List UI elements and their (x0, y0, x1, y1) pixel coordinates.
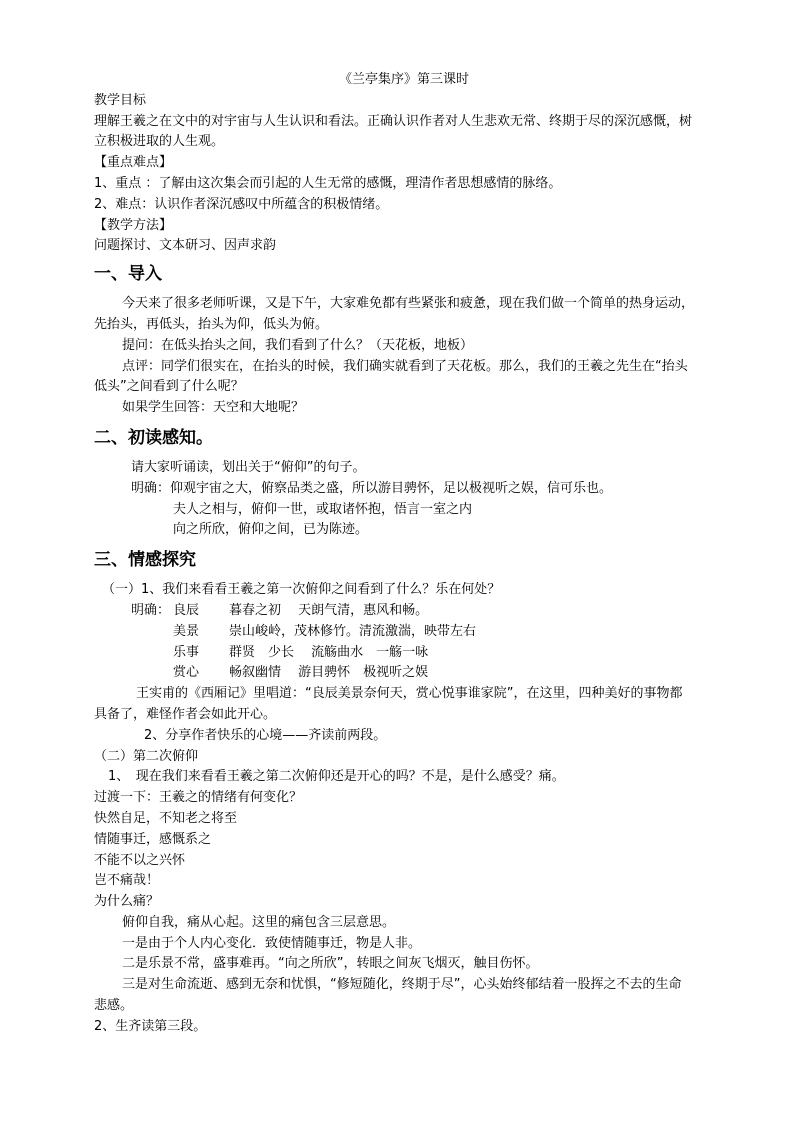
answer-value: 崇山峻岭，茂林修竹。清流激湍，映带左右 (229, 623, 477, 639)
key-heading: 【重点难点】 (94, 155, 173, 171)
why-question: 为什么痛？ (94, 894, 160, 910)
answer-row-4 (94, 663, 694, 684)
answer-lead: 明确： (131, 602, 171, 618)
subsection-2-heading: （二）第二次俯仰 (94, 748, 199, 764)
answer-row-3 (94, 643, 694, 664)
key-point-2: 2、难点：认识作者深沉感叹中所蕴含的积极情绪。 (94, 196, 389, 212)
section-2-heading: 二、初读感知。 (94, 427, 213, 448)
section-1-comment: 点评：同学们很实在，在抬头的时候，我们确实就看到了天花板。那么，我们的王羲之先生在“抬头低头”之间看到了什么呢？ (94, 358, 688, 395)
section-2-instruction: 请大家听诵读，划出关于“俯仰”的句子。 (131, 459, 366, 475)
answer-key: 乐事 (173, 644, 200, 660)
emotion-line-1: 快然自足，不知老之将至 (94, 810, 238, 826)
section-2-answer-1: 明确：仰观宇宙之大，俯察品类之盛，所以游目骋怀，足以极视听之娱，信可乐也。 (131, 480, 613, 496)
xixiangji-paragraph: 王实甫的《西厢记》里唱道：“良辰美景奈何天，赏心悦事谁家院”，在这里，四种美好的事物都具备了，难怪作者会如此开心。 (94, 686, 683, 722)
section-1-answer: 如果学生回答：天空和大地呢？ (122, 400, 305, 416)
document-title: 《兰亭集序》第三课时 (338, 72, 469, 87)
document-page (94, 70, 694, 1038)
why-answer-2: 二是乐景不常，盛事难再。“向之所欣”，转眼之间灰飞烟灭，触目伤怀。 (122, 956, 539, 972)
why-answer-3: 三是对生命流逝、感到无奈和忧惧，“修短随化，终期于尽”，心头始终郁结着一股挥之不去的生命悲感。 (94, 977, 682, 1014)
answer-value: 畅叙幽情 游目骋怀 极视听之娱 (229, 665, 429, 681)
section-2-answer-2: 夫人之相与，俯仰一世，或取诸怀抱，悟言一室之内 (173, 501, 473, 517)
emotion-line-4: 岂不痛哉！ (94, 873, 160, 889)
answer-key: 美景 (173, 623, 200, 639)
why-answer-intro: 俯仰自我，痛从心起。这里的痛包含三层意思。 (122, 914, 396, 930)
emotion-line-2: 情随事迁，感慨系之 (94, 831, 212, 847)
answer-key: 良辰 (173, 602, 200, 618)
section-1-heading: 一、导入 (94, 264, 162, 285)
answer-row-2 (94, 622, 694, 643)
key-point-1: 1、重点 ：了解由这次集会而引起的人生无常的感慨，理清作者思想感情的脉络。 (94, 175, 562, 191)
method-text: 问题探讨、文本研习、因声求韵 (94, 238, 277, 254)
answer-key: 赏心 (173, 665, 200, 681)
answer-value: 群贤 少长 流觞曲水 一觞一咏 (229, 644, 429, 660)
answer-row-1 (94, 601, 694, 622)
goal-text: 理解王羲之在文中的对宇宙与人生认识和看法。正确认识作者对人生悲欢无常、终期于尽的深沉感慨，树立积极进取的人生观。 (94, 113, 693, 150)
section-3-heading: 三、情感探究 (94, 550, 196, 571)
section-3-question-1: （一）1、我们来看看王羲之第一次俯仰之间看到了什么？乐在何处？ (102, 582, 501, 598)
section-3-question-2: 2、分享作者快乐的心境——齐读前两段。 (144, 727, 387, 743)
answer-value: 暮春之初 天朗气清，惠风和畅。 (229, 602, 429, 618)
section-1-question: 提问：在低头抬头之间，我们看到了什么？（天花板，地板） (122, 337, 474, 353)
subsection-2-question: 1、 现在我们来看看王羲之第二次俯仰还是开心的吗？不是，是什么感受？痛。 (108, 769, 565, 785)
emotion-line-3: 不能不以之兴怀 (94, 852, 186, 868)
why-answer-1: 一是由于个人内心变化．致使情随事迁，物是人非。 (122, 935, 422, 951)
method-heading: 【教学方法】 (94, 217, 173, 233)
section-1-paragraph: 今天来了很多老师听课，又是下午，大家难免都有些紧张和疲惫，现在我们做一个简单的热身运动，先抬头，再低头，抬头为仰，低头为俯。 (94, 296, 695, 332)
closing-line: 2、生齐读第三段。 (94, 1018, 207, 1034)
transition-line: 过渡一下：王羲之的情绪有何变化？ (94, 790, 303, 806)
goal-heading: 教学目标 (94, 92, 147, 108)
section-2-answer-3: 向之所欣，俯仰之间，已为陈迹。 (173, 522, 369, 538)
